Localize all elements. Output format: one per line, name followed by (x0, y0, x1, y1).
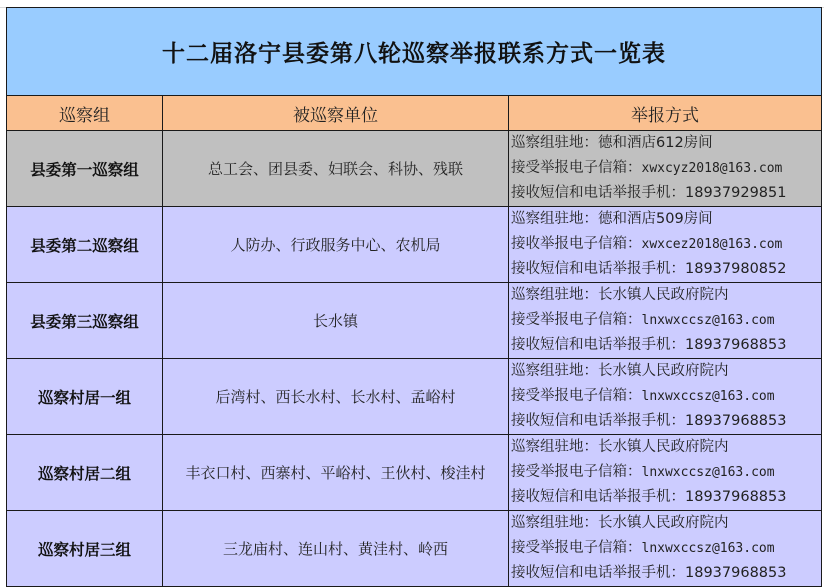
phone-line (511, 333, 821, 358)
header-unit[interactable]: 被巡察单位 (163, 96, 509, 131)
email-line-label: 接受举报电子信箱： (511, 312, 642, 328)
table-row (7, 511, 822, 587)
contact-cell[interactable] (509, 283, 822, 359)
table-title[interactable]: 十二届洛宁县委第八轮巡察举报联系方式一览表 (7, 8, 822, 96)
table-row (7, 283, 822, 359)
station-line-label: 巡察组驻地： (511, 515, 598, 531)
station-line (511, 359, 821, 384)
contact-cell[interactable] (509, 511, 822, 587)
phone-line-label: 接收短信和电话举报手机： (511, 565, 685, 581)
group-cell[interactable]: 巡察村居二组 (7, 435, 163, 511)
station-line-label: 巡察组驻地： (511, 287, 598, 303)
table-row (7, 207, 822, 283)
phone-line (511, 409, 821, 434)
email-line-value: lnxwxccsz@163.com (641, 465, 775, 480)
group-cell[interactable]: 巡察村居三组 (7, 511, 163, 587)
group-cell[interactable]: 县委第三巡察组 (7, 283, 163, 359)
station-line-value: 德和酒店612房间 (598, 135, 713, 151)
phone-line-value: 18937968853 (685, 489, 787, 505)
phone-line-value: 18937968853 (685, 337, 787, 353)
email-line (511, 384, 821, 409)
phone-line (511, 485, 821, 510)
station-line (511, 207, 821, 232)
station-line-label: 巡察组驻地： (511, 211, 598, 227)
email-line-label: 接受举报电子信箱： (511, 160, 642, 176)
station-line (511, 435, 821, 460)
contact-cell[interactable] (509, 207, 822, 283)
station-line-label: 巡察组驻地： (511, 135, 598, 151)
station-line-label: 巡察组驻地： (511, 439, 598, 455)
email-line (511, 536, 821, 561)
phone-line (511, 181, 821, 206)
header-row (7, 96, 822, 131)
unit-cell[interactable]: 总工会、团县委、妇联会、科协、残联 (163, 131, 509, 207)
contact-cell[interactable] (509, 435, 822, 511)
contact-cell[interactable] (509, 359, 822, 435)
email-line-label: 接受举报电子信箱： (511, 464, 642, 480)
email-line (511, 308, 821, 333)
phone-line-value: 18937929851 (685, 185, 787, 201)
email-line-value: lnxwxccsz@163.com (641, 389, 775, 404)
contact-table (6, 7, 822, 587)
station-line-value: 德和酒店509房间 (598, 211, 713, 227)
table-row (7, 435, 822, 511)
unit-cell[interactable]: 丰衣口村、西寨村、平峪村、王伙村、梭洼村 (163, 435, 509, 511)
station-line-value: 长水镇人民政府院内 (598, 287, 729, 303)
group-cell[interactable]: 巡察村居一组 (7, 359, 163, 435)
phone-line (511, 561, 821, 586)
station-line (511, 511, 821, 536)
station-line (511, 283, 821, 308)
phone-line-label: 接收短信和电话举报手机： (511, 489, 685, 505)
email-line-label: 接收举报电子信箱： (511, 236, 642, 252)
phone-line-value: 18937968853 (685, 413, 787, 429)
station-line-value: 长水镇人民政府院内 (598, 363, 729, 379)
email-line-value: lnxwxccsz@163.com (641, 541, 775, 556)
phone-line (511, 257, 821, 282)
email-line-label: 接受举报电子信箱： (511, 540, 642, 556)
station-line-value: 长水镇人民政府院内 (598, 515, 729, 531)
station-line-label: 巡察组驻地： (511, 363, 598, 379)
unit-cell[interactable]: 三龙庙村、连山村、黄洼村、岭西 (163, 511, 509, 587)
station-line-value: 长水镇人民政府院内 (598, 439, 729, 455)
phone-line-label: 接收短信和电话举报手机： (511, 185, 685, 201)
table-row (7, 131, 822, 207)
group-cell[interactable]: 县委第二巡察组 (7, 207, 163, 283)
phone-line-label: 接收短信和电话举报手机： (511, 413, 685, 429)
email-line-value: xwxcez2018@163.com (641, 237, 783, 252)
phone-line-value: 18937968853 (685, 565, 787, 581)
title-row (7, 8, 822, 96)
email-line (511, 460, 821, 485)
phone-line-label: 接收短信和电话举报手机： (511, 337, 685, 353)
contact-cell[interactable] (509, 131, 822, 207)
email-line (511, 156, 821, 181)
table-row (7, 359, 822, 435)
group-cell[interactable]: 县委第一巡察组 (7, 131, 163, 207)
unit-cell[interactable]: 人防办、行政服务中心、农机局 (163, 207, 509, 283)
phone-line-value: 18937980852 (685, 261, 787, 277)
email-line-value: xwxcyz2018@163.com (641, 161, 783, 176)
email-line-label: 接受举报电子信箱： (511, 388, 642, 404)
station-line (511, 131, 821, 156)
header-contact[interactable]: 举报方式 (509, 96, 822, 131)
email-line (511, 232, 821, 257)
header-group[interactable]: 巡察组 (7, 96, 163, 131)
unit-cell[interactable]: 后湾村、西长水村、长水村、孟峪村 (163, 359, 509, 435)
email-line-value: lnxwxccsz@163.com (641, 313, 775, 328)
unit-cell[interactable]: 长水镇 (163, 283, 509, 359)
phone-line-label: 接收短信和电话举报手机： (511, 261, 685, 277)
